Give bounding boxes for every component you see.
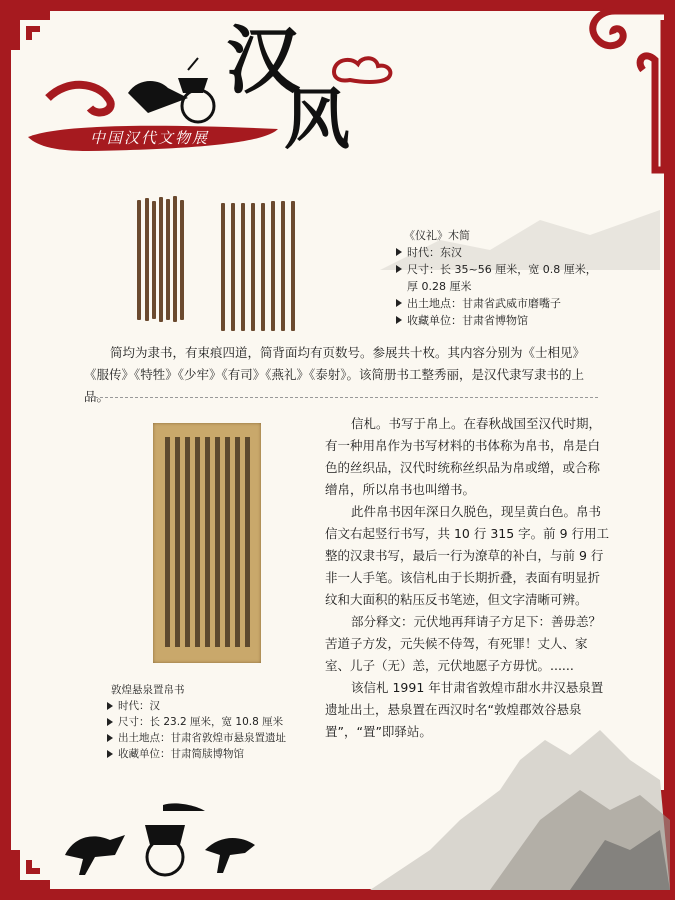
artifact-2-paragraph-3: 部分释文：元伏地再拜请子方足下：善毋恙？苦道子方发，元失候不侍驾，有死罪！丈人、家室、儿子（无）恙，元伏地愿子方毋忧。...... [325, 614, 602, 673]
bamboo-slips-image [137, 195, 302, 335]
artifact-2-paragraph-4: 该信札 1991 年甘肃省敦煌市甜水井汉悬泉置遗址出土，悬泉置在西汉时名“敦煌郡效谷悬泉置”，“置”即驿站。 [325, 680, 604, 739]
bullet-icon [107, 718, 113, 726]
artifact-2-collection: 收藏单位：甘肃简牍博物馆 [118, 748, 244, 760]
artifact-1-size-cont: 厚 0.28 厘米 [407, 280, 472, 293]
artifact-2-era: 时代：汉 [118, 700, 160, 712]
title-char-feng: 风 [284, 80, 350, 158]
artifact-2-paragraph-1: 信札。书写于帛上。在春秋战国至汉代时期，有一种用帛作为书写材料的书体称为帛书，帛是白色的丝织品，汉代时统称丝织品为帛或缯，或合称缯帛，所以帛书也叫缯书。 [325, 416, 602, 497]
artifact-1-caption [396, 227, 626, 329]
silk-letter-image [153, 423, 261, 663]
artifact-1-found: 出土地点：甘肃省武威市磨嘴子 [407, 297, 561, 310]
corner-ornament-bottom-left [0, 840, 60, 900]
artifact-2-caption [107, 682, 322, 762]
artifact-2-description [325, 413, 610, 743]
artifact-1-name: 《仪礼》木简 [404, 229, 470, 242]
bullet-icon [107, 750, 113, 758]
frame-left-border [0, 0, 11, 900]
artifact-1-description: 简均为隶书，有束痕四道，简背面均有页数号。参展共十枚。其内容分别为《士相见》《服传》《特牲》《少牢》《有司》《燕礼》《泰射》。该简册书工整秀丽，是汉代隶写隶书的上品。 [84, 345, 586, 404]
artifact-2-name: 敦煌悬泉置帛书 [111, 684, 185, 696]
artifact-1-collection: 收藏单位：甘肃省博物馆 [407, 314, 528, 327]
auspicious-cloud-icon [330, 52, 400, 88]
artifact-2-paragraph-2: 此件帛书因年深日久脱色，现呈黄白色。帛书信文右起竖行书写，共 10 行 315 字。前 9 行用工整的汉隶书写，最后一行为潦草的补白，与前 9 行非一人手笔。该信札由于长期折叠，表面有明显折纹和大面积的粘压反书笔迹，但文字清晰可辨。 [325, 504, 610, 607]
artifact-2-found: 出土地点：甘肃省敦煌市悬泉置遗址 [118, 732, 286, 744]
title-char-han: 汉 [226, 18, 300, 104]
artifact-2-size: 尺寸：长 23.2 厘米，宽 10.8 厘米 [118, 716, 284, 728]
section-divider [90, 397, 598, 398]
exhibition-subtitle: 中国汉代文物展 [90, 129, 210, 147]
bullet-icon [396, 265, 402, 273]
cloud-ornament-top-right [555, 0, 675, 180]
bullet-icon [396, 299, 402, 307]
artifact-1-era: 时代：东汉 [407, 246, 462, 259]
bullet-icon [107, 702, 113, 710]
bullet-icon [396, 316, 402, 324]
bullet-icon [107, 734, 113, 742]
chariot-silhouette [55, 795, 265, 885]
bullet-icon [396, 248, 402, 256]
frame-bottom-border [0, 889, 675, 900]
artifact-1-size: 尺寸：长 35~56 厘米，宽 0.8 厘米， [407, 263, 597, 276]
